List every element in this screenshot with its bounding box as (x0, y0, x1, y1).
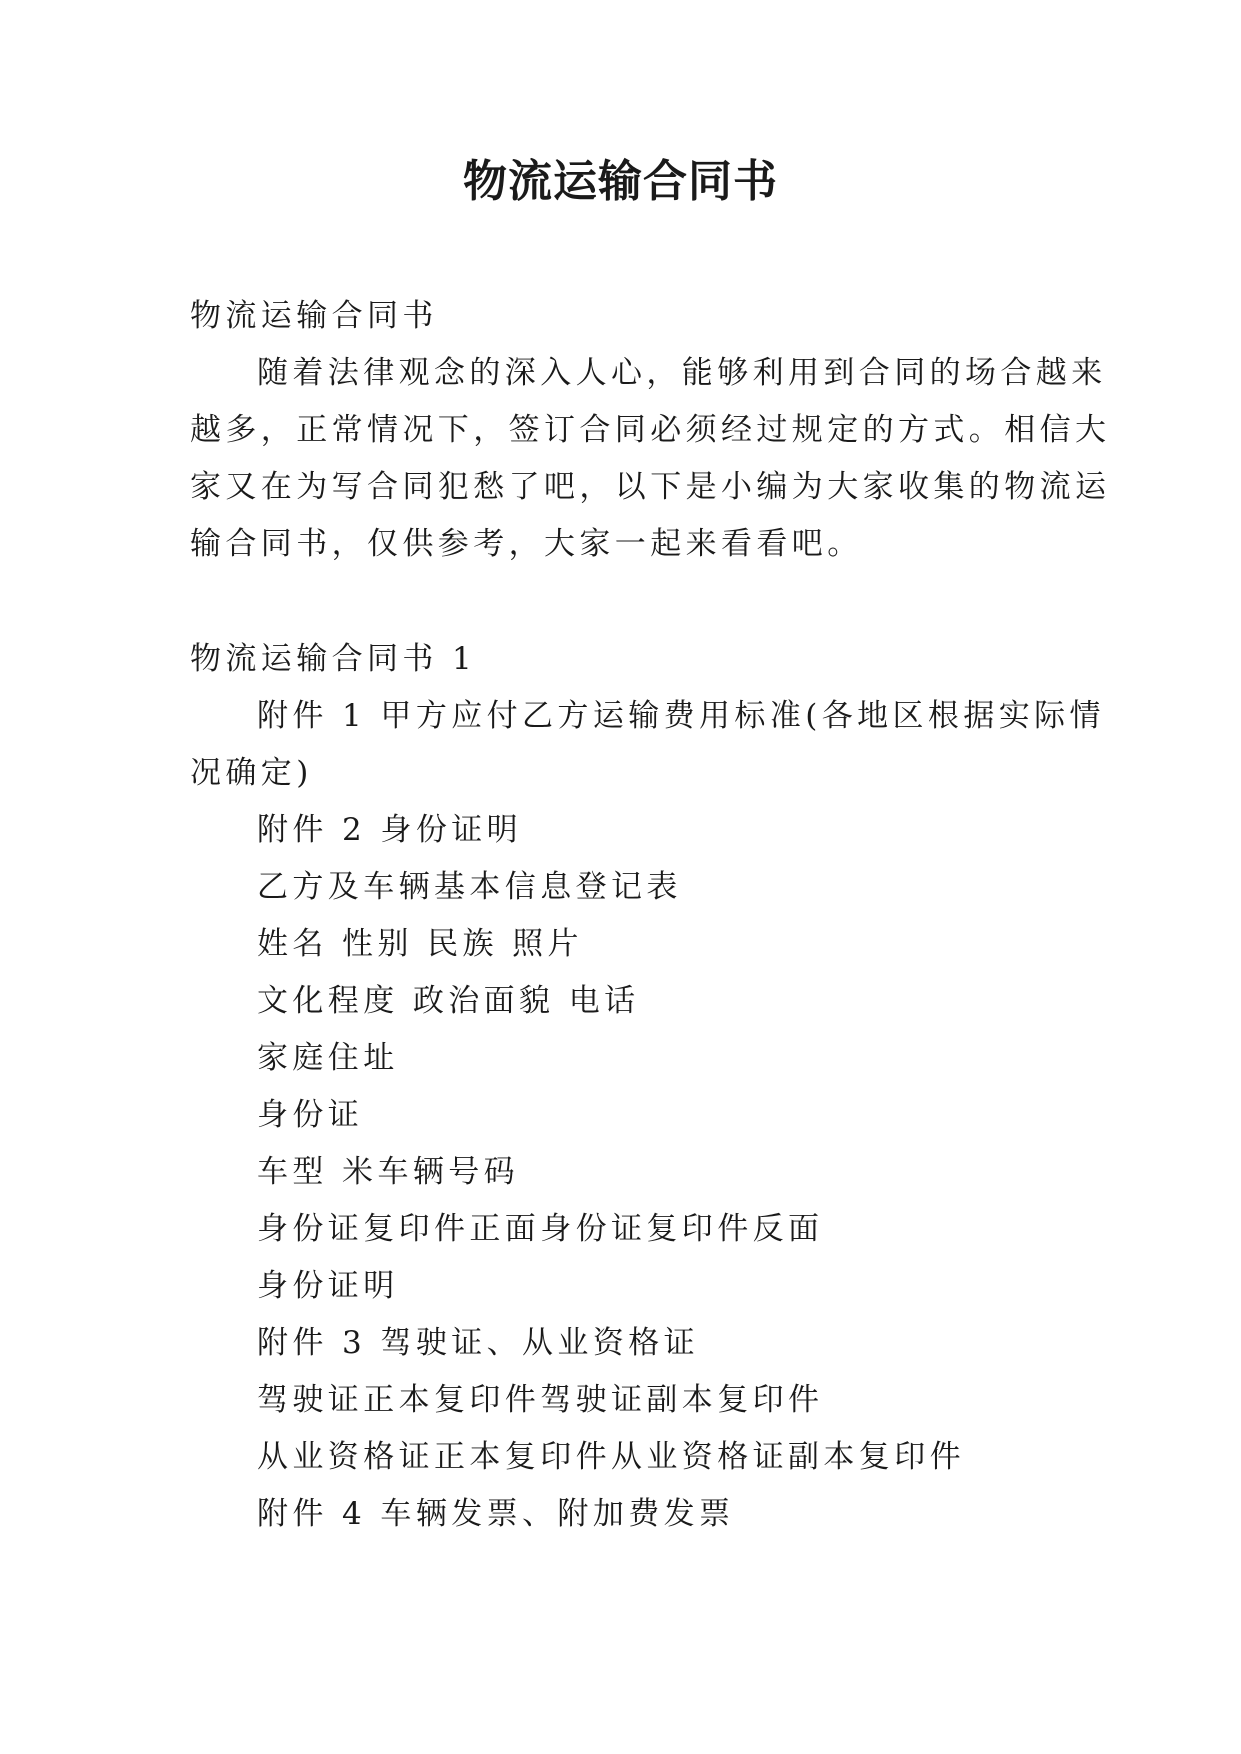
attachment-3-line: 驾驶证正本复印件驾驶证副本复印件 (257, 1382, 824, 1418)
intro-line-3: 家又在为写合同犯愁了吧，以下是小编为大家收集的物流运 (190, 469, 1111, 505)
form-field-line: 家庭住址 (257, 1040, 399, 1076)
form-field-line: 身份证 (257, 1097, 364, 1133)
attachment-3-heading: 附件 3 驾驶证、从业资格证 (257, 1325, 700, 1361)
form-field-line: 身份证明 (257, 1268, 399, 1304)
attachment-1-line-1: 附件 1 甲方应付乙方运输费用标准(各地区根据实际情 (257, 698, 1105, 734)
attachment-4-heading: 附件 4 车辆发票、附加费发票 (257, 1496, 735, 1532)
subtitle-line: 物流运输合同书 (190, 298, 438, 334)
intro-line-4: 输合同书，仅供参考，大家一起来看看吧。 (190, 526, 863, 562)
attachment-2-heading: 附件 2 身份证明 (257, 812, 523, 848)
form-title-line: 乙方及车辆基本信息登记表 (257, 869, 682, 905)
intro-line-2: 越多，正常情况下，签订合同必须经过规定的方式。相信大 (190, 412, 1111, 448)
form-field-line: 文化程度 政治面貌 电话 (257, 983, 640, 1019)
section-heading: 物流运输合同书 1 (190, 641, 477, 677)
attachment-3-line: 从业资格证正本复印件从业资格证副本复印件 (257, 1439, 965, 1475)
attachment-1-line-2: 况确定) (190, 755, 313, 791)
document-title: 物流运输合同书 (463, 156, 778, 207)
intro-line-1: 随着法律观念的深入人心，能够利用到合同的场合越来 (257, 355, 1107, 391)
form-field-line: 车型 米车辆号码 (257, 1154, 520, 1190)
form-field-line: 身份证复印件正面身份证复印件反面 (257, 1211, 824, 1247)
form-field-line: 姓名 性别 民族 照片 (257, 926, 583, 962)
